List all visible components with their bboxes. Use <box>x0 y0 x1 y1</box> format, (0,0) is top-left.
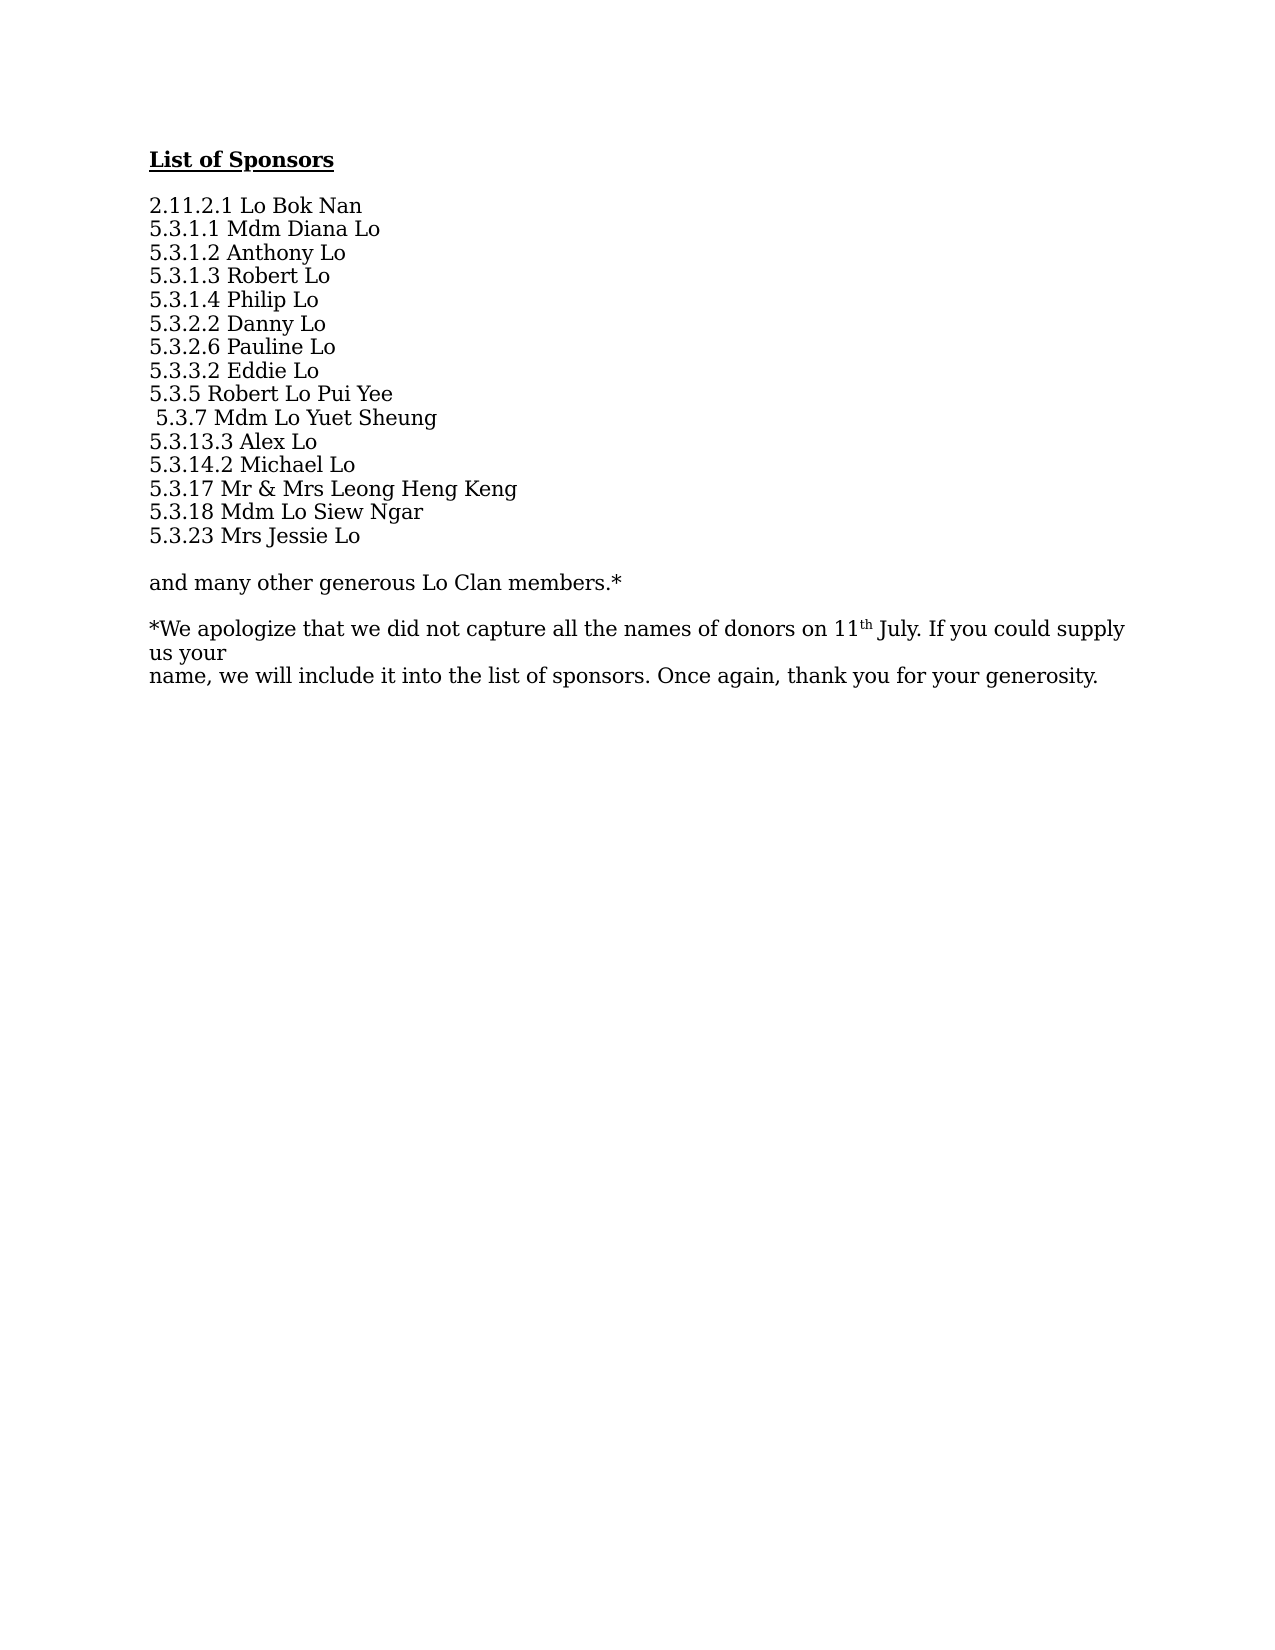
list-item: 5.3.1.1 Mdm Diana Lo <box>149 217 381 242</box>
document-page <box>149 148 1129 689</box>
list-item: 2.11.2.1 Lo Bok Nan <box>149 193 362 218</box>
list-item: 5.3.14.2 Michael Lo <box>149 453 356 478</box>
list-item: 5.3.2.6 Pauline Lo <box>149 335 336 360</box>
page-title: List of Sponsors <box>149 147 334 172</box>
list-item: 5.3.1.2 Anthony Lo <box>149 240 346 265</box>
list-item: 5.3.18 Mdm Lo Siew Ngar <box>149 500 423 525</box>
closing-text: and many other generous Lo Clan members.* <box>149 570 622 595</box>
list-item: 5.3.13.3 Alex Lo <box>149 429 318 454</box>
list-item: 5.3.1.3 Robert Lo <box>149 264 331 289</box>
footnote-text-line2: name, we will include it into the list of sponsors. Once again, thank you for your generosity. <box>149 664 1099 689</box>
list-item: 5.3.7 Mdm Lo Yuet Sheung <box>149 405 438 430</box>
list-item: 5.3.17 Mr & Mrs Leong Heng Keng <box>149 476 518 501</box>
list-item: 5.3.5 Robert Lo Pui Yee <box>149 382 393 407</box>
list-item: 5.3.3.2 Eddie Lo <box>149 358 319 383</box>
footnote <box>149 618 1129 689</box>
sponsor-list <box>149 195 1129 549</box>
date-ordinal-suffix: th <box>859 618 873 634</box>
footnote-text-line1-end: July. If you could supply us your <box>149 617 1125 665</box>
list-item: 5.3.1.4 Philip Lo <box>149 287 319 312</box>
list-item: 5.3.23 Mrs Jessie Lo <box>149 523 361 548</box>
list-item: 5.3.2.2 Danny Lo <box>149 311 326 336</box>
footnote-text-start: *We apologize that we did not capture all the names of donors on 11 <box>149 617 860 642</box>
